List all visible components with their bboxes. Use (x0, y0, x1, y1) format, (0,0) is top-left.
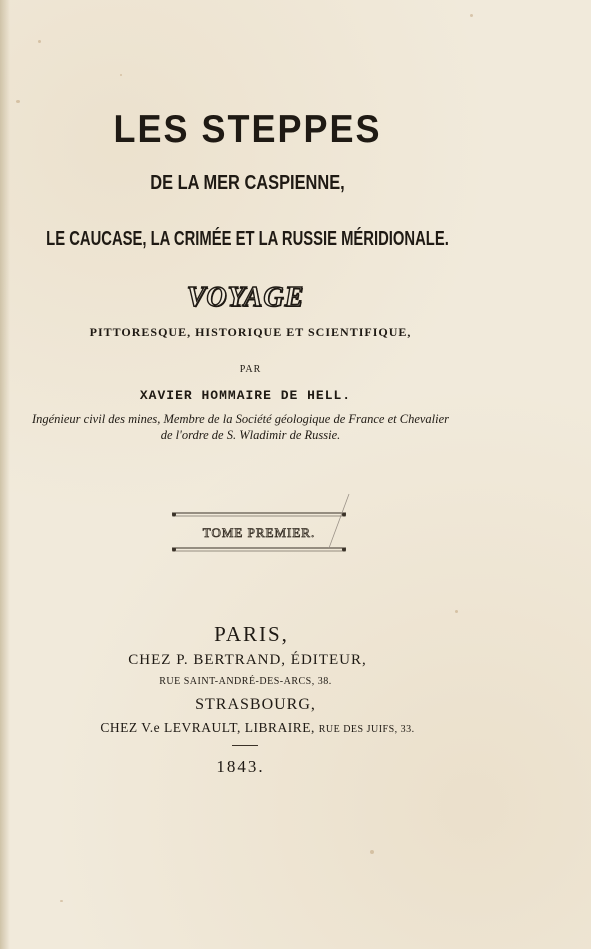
imprint-divider (232, 745, 258, 746)
voyage-subtitle: PITTORESQUE, HISTORIQUE ET SCIENTIFIQUE, (89, 325, 412, 339)
foxing-spot (38, 40, 41, 43)
foxing-spot (455, 610, 458, 613)
foxing-spot (470, 14, 473, 17)
volume-label: TOME PREMIER. (202, 525, 316, 540)
author-name: XAVIER HOMMAIRE DE HELL. (139, 388, 352, 403)
by-label: PAR (239, 364, 262, 375)
imprint-year: 1843. (216, 757, 265, 776)
foxing-spot (370, 850, 374, 854)
pencil-mark (325, 492, 355, 552)
voyage-heading: VOYAGE (186, 282, 305, 313)
imprint-address-strasbourg: RUE DES JUIFS, 33. (318, 724, 415, 735)
foxing-spot (60, 900, 63, 902)
imprint-publisher-paris: CHEZ P. BERTRAND, ÉDITEUR, (128, 652, 367, 668)
foxing-spot (120, 74, 122, 76)
imprint-publisher-strasbourg (0, 720, 553, 736)
title-line-3: LE CAUCASE, LA CRIMÉE ET LA RUSSIE MÉRIDIONALE. (46, 228, 449, 250)
foxing-spot (16, 100, 20, 103)
imprint-city-paris: PARIS, (214, 622, 289, 646)
title-line-2: DE LA MER CASPIENNE, (150, 172, 345, 194)
author-credentials-2: de l'ordre de S. Wladimir de Russie. (160, 428, 341, 442)
author-credentials-1: Ingénieur civil des mines, Membre de la Société géologique de France et Chevalier (31, 412, 450, 426)
imprint-city-strasbourg: STRASBOURG, (195, 696, 316, 713)
imprint-address-paris: RUE SAINT-ANDRÉ-DES-ARCS, 38. (159, 676, 332, 687)
book-title: LES STEPPES (113, 106, 382, 151)
imprint-publisher-strasbourg-name: CHEZ V.e LEVRAULT, LIBRAIRE, (100, 720, 315, 735)
